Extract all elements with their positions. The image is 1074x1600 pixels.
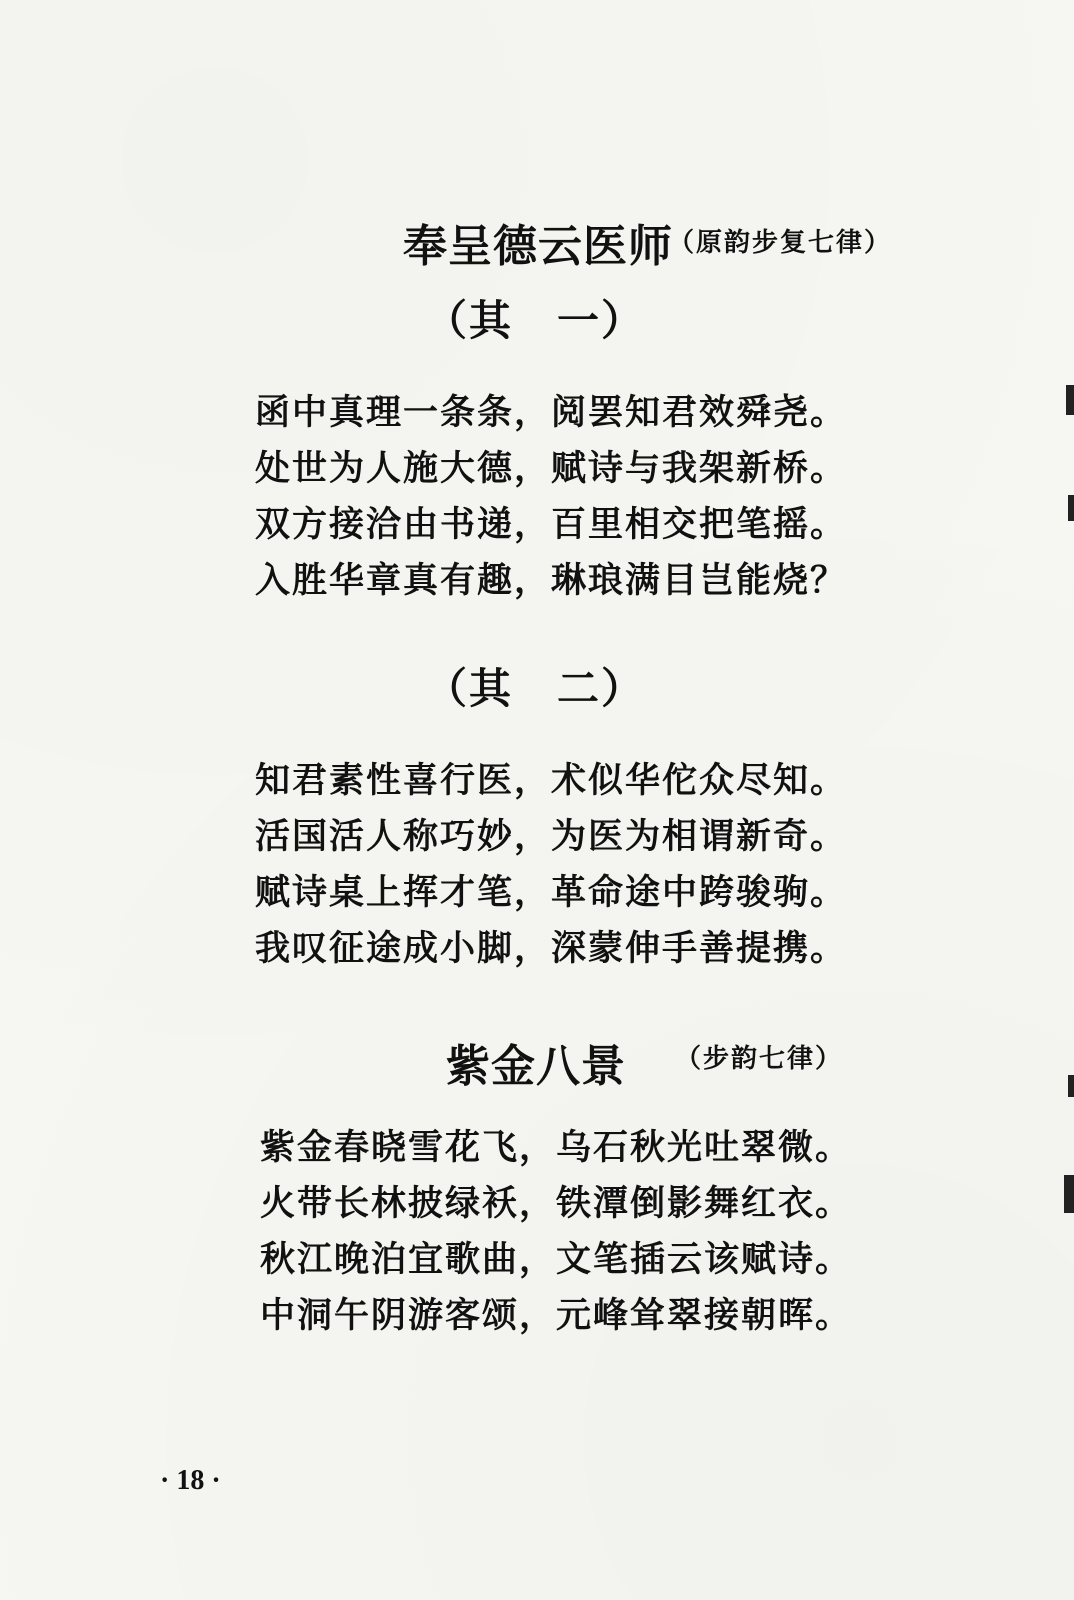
verse-line: 中洞午阴游客颂，元峰耸翠接朝晖。 xyxy=(260,1295,853,1336)
scan-edge-mark xyxy=(1068,495,1074,521)
verse-line: 双方接洽由书递，百里相交把笔摇。 xyxy=(255,504,848,545)
verse-line: 我叹征途成小脚，深蒙伸手善提携。 xyxy=(255,928,848,969)
scan-edge-mark xyxy=(1066,385,1074,415)
verse-line: 秋江晚泊宜歌曲，文笔插云该赋诗。 xyxy=(260,1239,853,1280)
verse-line: 紫金春晓雪花飞，乌石秋光吐翠微。 xyxy=(260,1127,853,1168)
poem-title: 奉呈德云医师 xyxy=(403,221,673,272)
verse-line: 火带长林披绿袄，铁潭倒影舞红衣。 xyxy=(260,1183,853,1224)
poem-title: 紫金八景 xyxy=(446,1041,626,1092)
verse-line: 入胜华章真有趣，琳琅满目岂能烧？ xyxy=(255,560,848,601)
scan-edge-mark xyxy=(1068,1075,1074,1097)
verse-line: 赋诗桌上挥才笔，革命途中跨骏驹。 xyxy=(255,872,848,913)
verse-line: 活国活人称巧妙，为医为相谓新奇。 xyxy=(255,816,848,857)
verse-line: 函中真理一条条，阅罢知君效舜尧。 xyxy=(255,392,848,433)
verse-line: 知君素性喜行医，术似华佗众尽知。 xyxy=(255,760,848,801)
section-heading: （其 二） xyxy=(425,664,646,713)
page-number: · 18 · xyxy=(160,1465,221,1496)
section-heading: （其 一） xyxy=(425,296,646,345)
verse-line: 处世为人施大德，赋诗与我架新桥。 xyxy=(255,448,848,489)
poem-subtitle: （原韵步复七律） xyxy=(668,228,893,258)
poem-subtitle: （步韵七律） xyxy=(675,1044,844,1074)
scan-edge-mark xyxy=(1064,1175,1074,1213)
